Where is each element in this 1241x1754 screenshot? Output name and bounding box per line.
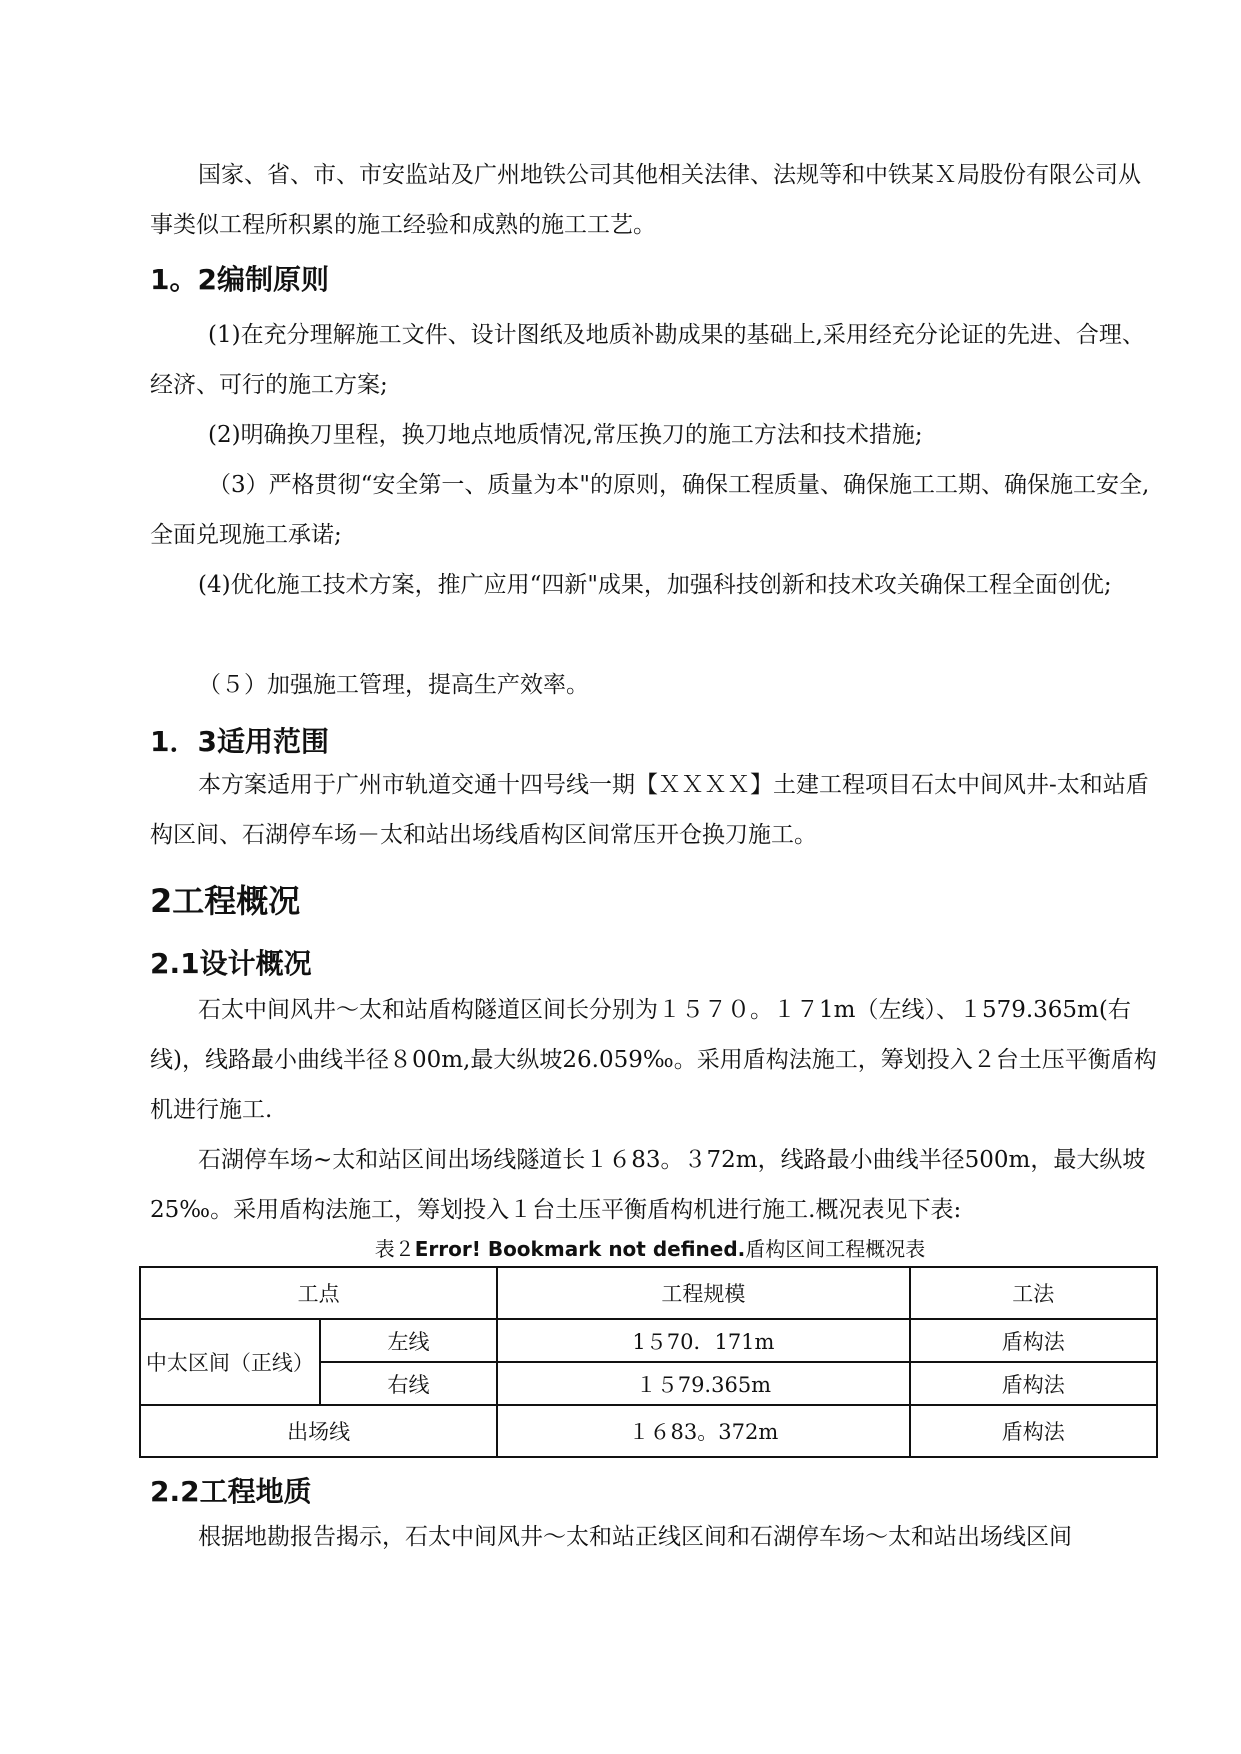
scope-paragraph: 本方案适用于广州市轨道交通十四号线一期【ＸＸＸＸ】土建工程项目石太中间风井-太和站盾构区间、石湖停车场－太和站出场线盾构区间常压开仓换刀施工。 xyxy=(150,772,1149,848)
principle-4: (4)优化施工技术方案，推广应用“四新"成果，加强科技创新和技术攻关确保工程全面创优; xyxy=(198,572,1112,598)
row-line: 右线 xyxy=(320,1362,498,1405)
table-row xyxy=(140,1319,1157,1362)
heading-1-3: 1．3适用范围 xyxy=(150,725,329,758)
intro-paragraph: 国家、省、市、市安监站及广州地铁公司其他相关法律、法规等和中铁某Ｘ局股份有限公司从事类似工程所积累的施工经验和成熟的施工工艺。 xyxy=(150,162,1141,238)
caption-prefix: 表２ xyxy=(374,1237,415,1261)
row-scale: １６83。372m xyxy=(497,1405,909,1457)
caption-suffix: 盾构区间工程概况表 xyxy=(745,1237,926,1261)
geology-paragraph: 根据地勘报告揭示，石太中间风井～太和站正线区间和石湖停车场～太和站出场线区间 xyxy=(198,1524,1072,1550)
caption-error: Error! Bookmark not defined. xyxy=(414,1237,746,1261)
row-method: 盾构法 xyxy=(910,1362,1157,1405)
principle-5: （５）加强施工管理，提高生产效率。 xyxy=(198,672,589,698)
header-method: 工法 xyxy=(910,1267,1157,1319)
heading-1-2: 1。2编制原则 xyxy=(150,263,329,296)
principle-1: (1)在充分理解施工文件、设计图纸及地质补勘成果的基础上,采用经充分论证的先进、合理、经济、可行的施工方案; xyxy=(150,322,1145,398)
row-scale: １５79.365m xyxy=(497,1362,909,1405)
table-caption xyxy=(140,1233,1160,1262)
principle-2: (2)明确换刀里程，换刀地点地质情况,常压换刀的施工方法和技术措施; xyxy=(208,422,923,448)
table-header-row xyxy=(140,1267,1157,1319)
heading-2-2: 2.2工程地质 xyxy=(150,1475,312,1508)
design-paragraph-1: 石太中间风井～太和站盾构隧道区间长分别为１５７０。１７1m（左线）、１579.365m(右线)，线路最小曲线半径８00m,最大纵坡26.059‰。采用盾构法施工，筹划投入２台土压平衡盾构机进行施工. xyxy=(150,997,1157,1123)
row-line: 左线 xyxy=(320,1319,498,1362)
row-method: 盾构法 xyxy=(910,1319,1157,1362)
heading-2: 2工程概况 xyxy=(150,882,301,920)
row-name: 出场线 xyxy=(140,1405,497,1457)
principle-3: （3）严格贯彻“安全第一、质量为本"的原则，确保工程质量、确保施工工期、确保施工安全,全面兑现施工承诺; xyxy=(150,472,1150,548)
group-label: 中太区间（正线） xyxy=(140,1319,320,1405)
design-paragraph-2: 石湖停车场~太和站区间出场线隧道长１６83。３72m，线路最小曲线半径500m，最大纵坡25‰。采用盾构法施工，筹划投入１台土压平衡盾构机进行施工.概况表见下表: xyxy=(150,1147,1146,1223)
header-site: 工点 xyxy=(140,1267,497,1319)
header-scale: 工程规模 xyxy=(497,1267,909,1319)
heading-2-1: 2.1设计概况 xyxy=(150,947,312,980)
overview-table xyxy=(139,1266,1158,1458)
row-method: 盾构法 xyxy=(910,1405,1157,1457)
row-scale: 1５70．171m xyxy=(497,1319,909,1362)
table-row xyxy=(140,1405,1157,1457)
